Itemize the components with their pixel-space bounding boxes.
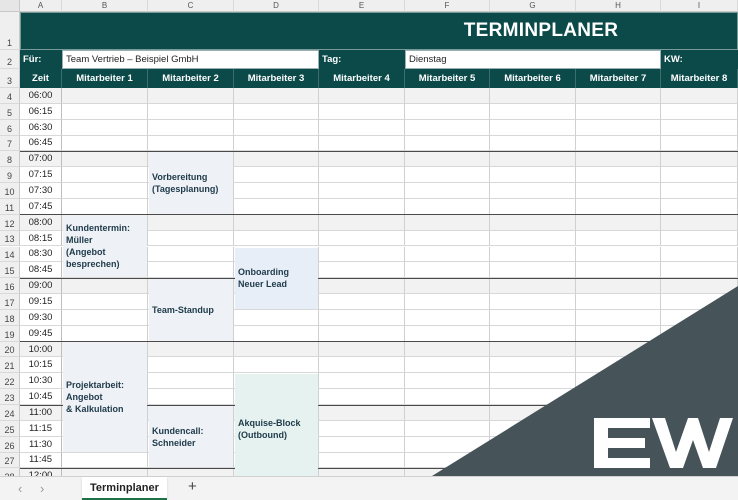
time-cell[interactable]: 11:30 <box>20 437 62 453</box>
row-header-18[interactable]: 18 <box>0 310 20 326</box>
row-header-23[interactable]: 23 <box>0 389 20 405</box>
time-cell[interactable]: 08:00 <box>20 215 62 231</box>
row-header-14[interactable]: 14 <box>0 247 20 263</box>
prev-sheet-arrow-icon[interactable]: ‹ <box>18 481 23 496</box>
time-cell[interactable]: 11:15 <box>20 421 62 437</box>
event-label: Team-Standup <box>152 304 214 315</box>
row-header-11[interactable]: 11 <box>0 199 20 215</box>
time-cell[interactable]: 11:00 <box>20 405 62 421</box>
tag-label-cell[interactable]: Tag: <box>319 50 405 69</box>
row-header-17[interactable]: 17 <box>0 294 20 310</box>
time-cell[interactable]: 10:45 <box>20 389 62 405</box>
sheet-tab-terminplaner[interactable] <box>82 477 167 500</box>
row-header-7[interactable]: 7 <box>0 136 20 152</box>
time-cell[interactable]: 10:00 <box>20 342 62 358</box>
event-label: Kundencall: Schneider <box>152 425 204 448</box>
staff-header-3[interactable]: Mitarbeiter 3 <box>234 69 319 88</box>
row-header-15[interactable]: 15 <box>0 262 20 278</box>
time-cell[interactable]: 06:45 <box>20 136 62 152</box>
time-cell[interactable]: 06:30 <box>20 120 62 136</box>
row-header-24[interactable]: 24 <box>0 405 20 421</box>
staff-header-4[interactable]: Mitarbeiter 4 <box>319 69 405 88</box>
fuer-label-cell[interactable]: Für: <box>20 50 62 69</box>
row-header-27[interactable]: 27 <box>0 453 20 469</box>
time-cell[interactable]: 07:15 <box>20 167 62 183</box>
column-header-g[interactable]: G <box>490 0 576 12</box>
staff-header-5[interactable]: Mitarbeiter 5 <box>405 69 490 88</box>
tag-value-cell[interactable]: Dienstag <box>405 50 661 69</box>
kw-label-cell[interactable]: KW: <box>661 50 738 69</box>
row-header-6[interactable]: 6 <box>0 120 20 136</box>
time-cell[interactable]: 09:15 <box>20 294 62 310</box>
row-header-25[interactable]: 25 <box>0 421 20 437</box>
time-cell[interactable]: 08:45 <box>20 262 62 278</box>
sheet-tab-label: Terminplaner <box>90 481 159 494</box>
column-header-c[interactable]: C <box>148 0 234 12</box>
time-cell[interactable]: 06:00 <box>20 88 62 104</box>
time-cell[interactable]: 08:15 <box>20 231 62 247</box>
time-cell[interactable]: 07:30 <box>20 183 62 199</box>
row-header-3[interactable]: 3 <box>0 69 20 88</box>
time-cell[interactable]: 09:30 <box>20 310 62 326</box>
event-label: Kundentermin: Müller (Angebot besprechen) <box>66 223 130 270</box>
time-cell[interactable]: 11:45 <box>20 453 62 469</box>
row-header-10[interactable]: 10 <box>0 183 20 199</box>
time-cell[interactable]: 07:45 <box>20 199 62 215</box>
row-header-16[interactable]: 16 <box>0 278 20 294</box>
event-label: Onboarding Neuer Lead <box>238 267 289 290</box>
time-cell[interactable]: 10:30 <box>20 373 62 389</box>
slate-triangle <box>432 286 738 476</box>
column-header-e[interactable]: E <box>319 0 405 12</box>
row-header-1[interactable]: 1 <box>0 12 20 50</box>
column-header-i[interactable]: I <box>661 0 738 12</box>
time-cell[interactable]: 07:00 <box>20 151 62 167</box>
sheet-tab-bar <box>0 476 738 500</box>
column-header-d[interactable]: D <box>234 0 319 12</box>
row-header-5[interactable]: 5 <box>0 104 20 120</box>
row-header-4[interactable]: 4 <box>0 88 20 104</box>
next-sheet-arrow-icon[interactable]: › <box>40 481 45 496</box>
row-header-13[interactable]: 13 <box>0 231 20 247</box>
row-header-9[interactable]: 9 <box>0 167 20 183</box>
time-cell[interactable]: 09:45 <box>20 326 62 342</box>
time-cell[interactable]: 06:15 <box>20 104 62 120</box>
row-header-22[interactable]: 22 <box>0 373 20 389</box>
planner-title: TERMINPLANER <box>463 20 619 41</box>
row-header-20[interactable]: 20 <box>0 342 20 358</box>
time-cell[interactable]: 10:15 <box>20 357 62 373</box>
time-header[interactable]: Zeit <box>20 69 62 88</box>
event-label: Akquise-Block (Outbound) <box>238 417 301 440</box>
column-header-h[interactable]: H <box>576 0 661 12</box>
time-cell[interactable]: 09:00 <box>20 278 62 294</box>
row-header-26[interactable]: 26 <box>0 437 20 453</box>
staff-header-7[interactable]: Mitarbeiter 7 <box>576 69 661 88</box>
column-header-f[interactable]: F <box>405 0 490 12</box>
staff-header-8[interactable]: Mitarbeiter 8 <box>661 69 738 88</box>
time-cell[interactable]: 08:30 <box>20 247 62 263</box>
staff-header-6[interactable]: Mitarbeiter 6 <box>490 69 576 88</box>
row-header-2[interactable]: 2 <box>0 50 20 69</box>
fuer-value-cell[interactable]: Team Vertrieb – Beispiel GmbH <box>62 50 319 69</box>
row-header-19[interactable]: 19 <box>0 326 20 342</box>
event-label: Vorbereitung (Tagesplanung) <box>152 172 219 195</box>
row-header-12[interactable]: 12 <box>0 215 20 231</box>
add-sheet-icon[interactable]: + <box>188 478 197 495</box>
row-header-8[interactable]: 8 <box>0 151 20 167</box>
row-header-21[interactable]: 21 <box>0 357 20 373</box>
staff-header-1[interactable]: Mitarbeiter 1 <box>62 69 148 88</box>
column-header-b[interactable]: B <box>62 0 148 12</box>
column-header-a[interactable]: A <box>20 0 62 12</box>
event-label: Projektarbeit: Angebot & Kalkulation <box>66 380 125 415</box>
staff-header-2[interactable]: Mitarbeiter 2 <box>148 69 234 88</box>
